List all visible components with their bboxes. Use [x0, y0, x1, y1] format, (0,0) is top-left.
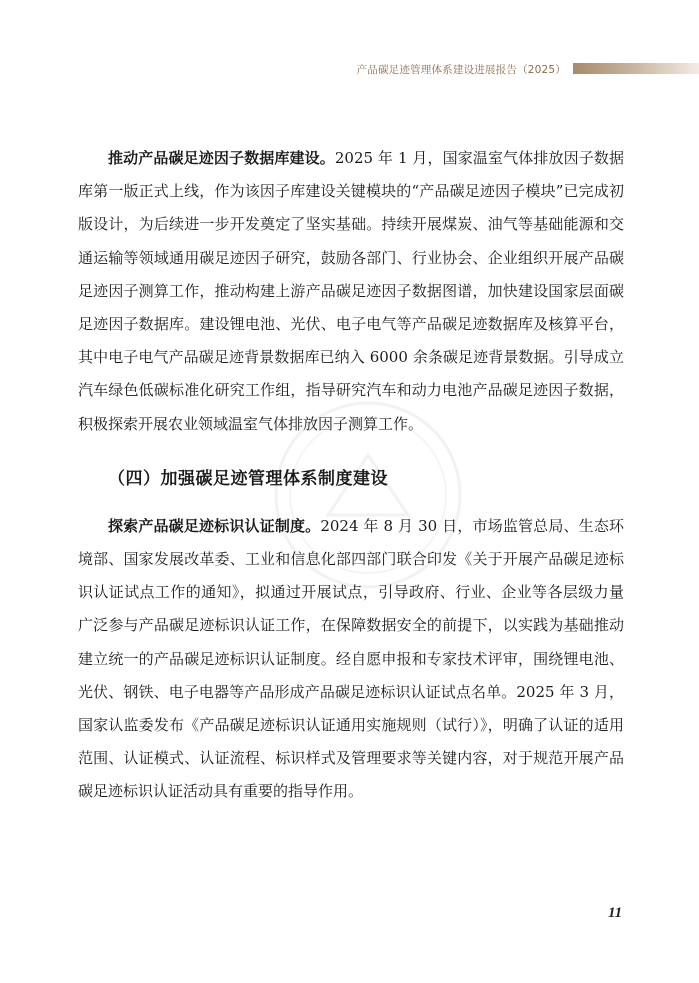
- paragraph-body: 2024 年 8 月 30 日，市场监管总局、生态环境部、国家发展改革委、工业和信息化部四部门联合印发《关于开展产品碳足迹标识认证试点工作的通知》，拟通过开展试点，引导政府、行业、企业等各层级力量广泛参与产品碳足迹标识认证工作，在保障数据安全的前提下，以实践为基础推动建立统一的产品碳足迹标识认证制度。经自愿申报和专家技术评审，围绕锂电池、光伏、钢铁、电子电器等产品形成产品碳足迹标识认证试点名单。2025 年 3 月，国家认监委发布《产品碳足迹标识认证通用实施规则（试行）》，明确了认证的适用范围、认证模式、认证流程、标识样式及管理要求等关键内容，对于规范开展产品碳足迹标识认证活动具有重要的指导作用。: [78, 516, 624, 801]
- paragraph-lead-bold: 探索产品碳足迹标识认证制度。: [108, 516, 321, 535]
- paragraph-factor-database: [78, 142, 624, 441]
- header-decorative-bar: [573, 63, 699, 74]
- section-heading: （四）加强碳足迹管理体系制度建设: [108, 468, 388, 489]
- paragraph-certification-system: [78, 510, 624, 809]
- paragraph-body: 2025 年 1 月，国家温室气体排放因子数据库第一版正式上线，作为该因子库建设关键模块的“产品碳足迹因子模块”已完成初版设计，为后续进一步开发奠定了坚实基础。持续开展煤炭、油气等基础能源和交通运输等领域通用碳足迹因子研究，鼓励各部门、行业协会、企业组织开展产品碳足迹因子测算工作，推动构建上游产品碳足迹因子数据图谱，加快建设国家层面碳足迹因子数据库。建设锂电池、光伏、电子电气等产品碳足迹数据库及核算平台，其中电子电气产品碳足迹背景数据库已纳入 6000 余条碳足迹背景数据。引导成立汽车绿色低碳标准化研究工作组，指导研究汽车和动力电池产品碳足迹因子数据，积极探索开展农业领域温室气体排放因子测算工作。: [78, 149, 624, 433]
- main-content: [78, 142, 624, 809]
- page-number: 11: [608, 905, 623, 921]
- running-header-title: 产品碳足迹管理体系建设进展报告（2025）: [356, 64, 566, 76]
- paragraph-lead-bold: 推动产品碳足迹因子数据库建设。: [108, 149, 335, 167]
